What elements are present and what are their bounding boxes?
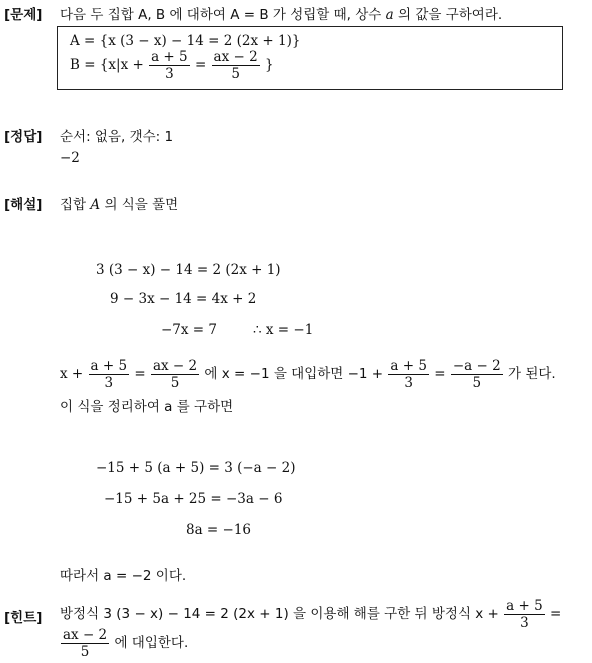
solution-intro-prefix: 집합 (60, 197, 87, 213)
problem-statement-prefix: 다음 두 집합 A, B 에 대하여 A = B 가 성립할 때, 상수 (60, 7, 382, 23)
hint-den1: 3 (520, 615, 529, 632)
sub-den4: 5 (472, 375, 482, 392)
hint-den2: 5 (80, 644, 90, 661)
set-b-prefix: B = {x|x + (70, 57, 144, 74)
answer-line-1: 순서: 없음, 갯수: 1 (60, 129, 174, 145)
solution-eq-5: −15 + 5a + 25 = −3a − 6 (104, 491, 283, 507)
solution-eq-6: 8a = −16 (186, 522, 252, 538)
sub-mid: 에 x = −1 을 대입하면 −1 + (204, 366, 384, 383)
sub-num4: −a − 2 (452, 358, 501, 374)
problem-statement (60, 3, 502, 23)
sub-fraction-2 (151, 358, 199, 391)
hint-fraction-2 (61, 627, 109, 660)
hint-line1-prefix: 방정식 3 (3 − x) − 14 = 2 (2x + 1) 을 이용해 해를 구한 뒤 방정식 x + (60, 606, 499, 623)
solution-eq-3-therefore: ∴ x = −1 (253, 322, 314, 338)
answer-line-2: −2 (60, 150, 80, 166)
sub-num1: a + 5 (90, 358, 128, 374)
set-b-fraction-1 (149, 49, 190, 82)
solution-conclusion: 따라서 a = −2 이다. (60, 568, 187, 584)
set-a: A = {x (3 − x) − 14 = 2 (2x + 1)} (70, 33, 301, 49)
sub-fraction-4 (451, 358, 503, 391)
problem-statement-var: a (385, 7, 394, 23)
sub-fraction-1 (89, 358, 130, 391)
solution-intro-var: A (90, 197, 101, 213)
sub-den1: 3 (104, 375, 114, 392)
hint-fraction-1 (504, 598, 545, 631)
hint-label: [힌트] (4, 610, 43, 626)
set-b (70, 49, 274, 82)
hint-line-2 (60, 627, 188, 660)
set-b-eq: = (194, 57, 207, 74)
solution-eq-1: 3 (3 − x) − 14 = 2 (2x + 1) (96, 262, 281, 278)
hint-line2-suffix: 에 대입한다. (114, 635, 189, 652)
problem-label: [문제] (4, 7, 43, 23)
sub-fraction-3 (388, 358, 429, 391)
answer-label: [정답] (4, 129, 43, 145)
sub-lead: x + (60, 366, 84, 383)
solution-label: [해설] (4, 197, 43, 213)
solution-eq-4: −15 + 5 (a + 5) = 3 (−a − 2) (96, 460, 296, 476)
set-b-num2: ax − 2 (213, 49, 258, 65)
set-b-num1: a + 5 (151, 49, 188, 65)
sub-num2: ax − 2 (152, 358, 198, 374)
sub-eq: = (134, 366, 146, 383)
solution-eq-2: 9 − 3x − 14 = 4x + 2 (110, 291, 257, 307)
solution-line-2: 이 식을 정리하여 a 를 구하면 (60, 399, 234, 415)
sub-tail: 가 된다. (508, 366, 556, 383)
solution-substitution (60, 358, 556, 391)
sub-den2: 5 (170, 375, 180, 392)
sub-num3: a + 5 (390, 358, 427, 374)
problem-statement-suffix: 의 값을 구하여라. (398, 7, 503, 23)
sub-eq-2: = (434, 366, 446, 383)
set-b-den1: 3 (165, 66, 174, 83)
set-b-den2: 5 (231, 66, 240, 83)
set-b-fraction-2 (212, 49, 260, 82)
hint-line1-eq: = (550, 606, 562, 623)
solution-intro-suffix: 의 식을 풀면 (104, 197, 179, 213)
problem-set-box (57, 26, 563, 90)
hint-num1: a + 5 (506, 598, 543, 614)
solution-intro (60, 193, 178, 213)
hint-num2: ax − 2 (63, 627, 108, 643)
set-b-close: } (265, 57, 274, 74)
sub-den3: 3 (404, 375, 413, 392)
solution-eq-3: −7x = 7 (161, 322, 217, 338)
